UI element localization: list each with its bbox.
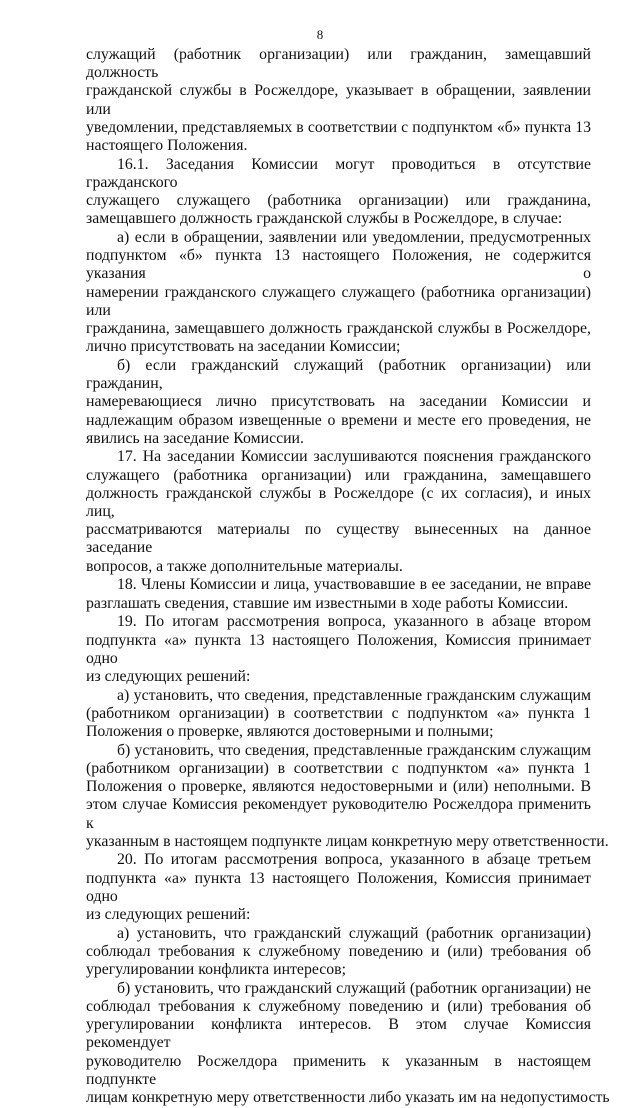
paragraph	[86, 979, 610, 1107]
text-line: подпункта «а» пункта 13 настоящего Положения, Комиссия принимает одно	[86, 869, 591, 905]
text-line: служащего (работника организации) или гражданина, замещавшего	[86, 466, 591, 484]
text-line: б) установить, что сведения, представленные гражданским служащим	[117, 741, 591, 759]
paragraph	[86, 156, 591, 229]
text-line: разглашать сведения, ставшие им известными в ходе работы Комиссии.	[86, 594, 569, 612]
text-line: намеревающиеся лично присутствовать на заседании Комиссии и	[86, 393, 591, 411]
text-line: лично присутствовать на заседании Комиссии;	[86, 338, 401, 356]
text-line: соблюдал требования к служебному поведению и (или) требования об	[86, 998, 591, 1016]
text-line: (работником организации) в соответствии с подпунктом «а» пункта 1	[86, 704, 591, 722]
text-line: (работником организации) в соответствии с подпунктом «а» пункта 1	[86, 759, 591, 777]
text-line: уведомлении, представляемых в соответствии с подпунктом «б» пункта 13	[86, 118, 591, 136]
text-line: 20. По итогам рассмотрения вопроса, указанного в абзаце третьем	[117, 851, 591, 869]
text-line: намерении гражданского служащего служащего (работника организации) или	[86, 283, 591, 319]
text-line: 18. Члены Комиссии и лица, участвовавшие в ее заседании, не вправе	[117, 576, 591, 594]
text-line: 16.1. Заседания Комиссии могут проводиться в отсутствие гражданского	[86, 155, 591, 191]
text-line: подпункта «а» пункта 13 настоящего Положения, Комиссия принимает одно	[86, 631, 591, 667]
text-line: гражданской службы в Росжелдоре, указывает в обращении, заявлении или	[86, 82, 591, 118]
text-line: б) если гражданский служащий (работник организации) или гражданин,	[86, 356, 591, 393]
text-line: указанным в настоящем подпункте лицам конкретную меру ответственности.	[86, 832, 609, 850]
text-line: б) установить, что гражданский служащий (работник организации) не	[117, 979, 591, 997]
text-line: из следующих решений:	[86, 667, 251, 685]
paragraph	[86, 229, 591, 356]
paragraph	[86, 741, 609, 851]
text-line: из следующих решений:	[86, 906, 251, 924]
paragraph	[86, 687, 591, 742]
text-line: а) установить, что сведения, представленные гражданским служащим	[117, 686, 591, 704]
paragraph	[86, 448, 591, 575]
text-line: урегулировании конфликта интересов;	[86, 961, 347, 979]
text-line: вопросов, а также дополнительные материалы.	[86, 557, 403, 575]
page-number: 8	[316, 27, 324, 42]
text-line: служащего служащего (работника организации) или гражданина,	[86, 192, 591, 210]
text-line: а) установить, что гражданский служащий (работник организации)	[117, 924, 591, 942]
text-line: должность гражданской службы в Росжелдоре (с их согласия), и иных лиц,	[86, 484, 591, 521]
text-line: 17. На заседании Комиссии заслушиваются пояснения гражданского	[117, 448, 591, 466]
document-body	[86, 46, 610, 1108]
text-line: соблюдал требования к служебному поведению и (или) требования об	[86, 942, 591, 960]
paragraph	[86, 357, 591, 448]
text-line: этом случае Комиссия рекомендует руководителю Росжелдора применить к	[86, 796, 591, 832]
text-line: рассматриваются материалы по существу вынесенных на данное заседание	[86, 521, 591, 557]
text-line: урегулировании конфликта интересов. В этом случае Комиссия рекомендует	[86, 1016, 591, 1052]
text-line: замещавшего должность гражданской службы в Росжелдоре, в случае:	[86, 210, 563, 228]
paragraph	[86, 576, 591, 612]
paragraph	[86, 46, 591, 155]
text-line: подпунктом «б» пункта 13 настоящего Положения, не содержится указания о	[86, 247, 591, 283]
text-line: а) если в обращении, заявлении или уведомлении, предусмотренных	[117, 229, 591, 247]
paragraph	[86, 613, 591, 686]
text-line: Положения о проверке, являются достоверными и полными;	[86, 723, 494, 741]
text-line: Положения о проверке, являются недостоверными и (или) неполными. В	[86, 778, 591, 796]
text-line: лицам конкретную меру ответственности либо указать им на недопустимость	[86, 1089, 610, 1107]
paragraph	[86, 851, 591, 924]
text-line: гражданина, замещавшего должность гражданской службы в Росжелдоре,	[86, 320, 591, 338]
text-line: руководителю Росжелдора применить к указанным в настоящем подпункте	[86, 1052, 591, 1088]
paragraph	[86, 925, 591, 980]
text-line: служащий (работник организации) или гражданин, замещавший должность	[86, 46, 591, 82]
text-line: 19. По итогам рассмотрения вопроса, указанного в абзаце втором	[117, 613, 591, 631]
text-line: настоящего Положения.	[86, 137, 248, 155]
text-line: явились на заседание Комиссии.	[86, 429, 304, 447]
text-line: надлежащим образом извещенные о времени и месте его проведения, не	[86, 411, 591, 429]
